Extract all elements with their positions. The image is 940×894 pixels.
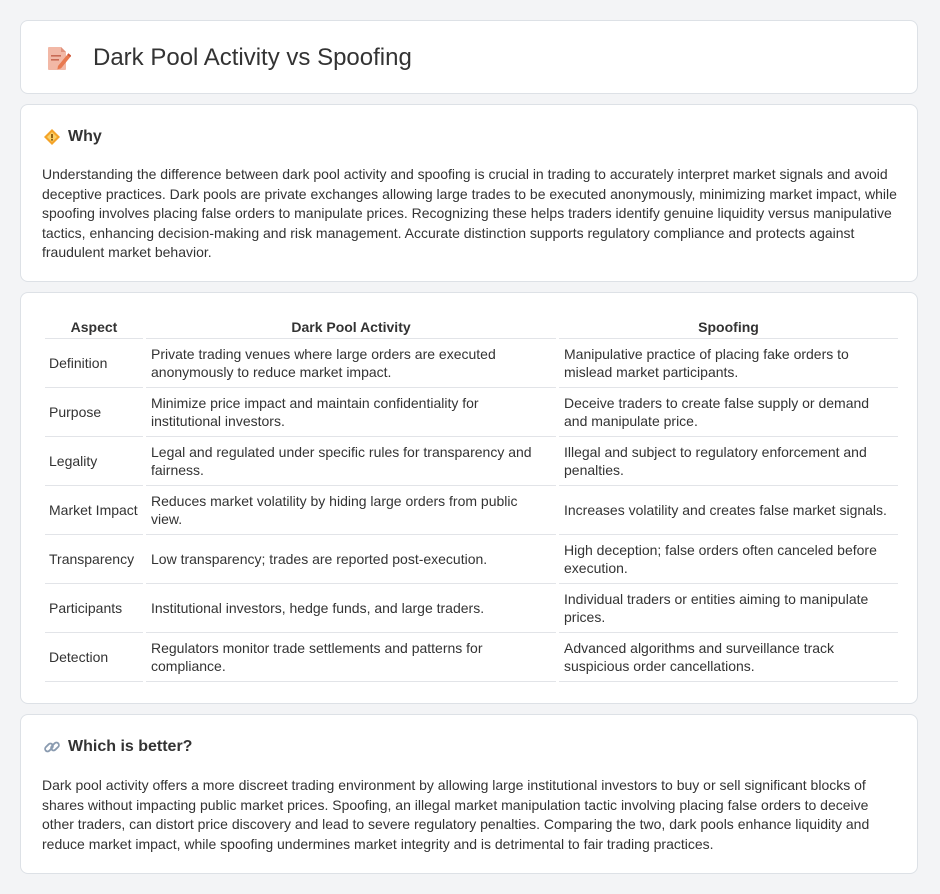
dark-pool-cell: Reduces market volatility by hiding large orders from public view. — [146, 486, 556, 535]
comparison-card — [20, 292, 918, 704]
aspect-cell: Detection — [45, 633, 143, 682]
which-is-better-section — [20, 714, 918, 874]
table-row — [45, 339, 898, 388]
dark-pool-cell: Institutional investors, hedge funds, and large traders. — [146, 584, 556, 633]
aspect-cell: Transparency — [45, 535, 143, 584]
header-card — [20, 20, 918, 94]
better-heading — [43, 737, 192, 757]
why-heading — [43, 127, 102, 147]
table-row — [45, 633, 898, 682]
why-section — [20, 104, 918, 282]
table-row — [45, 535, 898, 584]
column-header-dark-pool: Dark Pool Activity — [146, 315, 556, 339]
comparison-table — [42, 315, 901, 682]
aspect-cell: Purpose — [45, 388, 143, 437]
table-row — [45, 437, 898, 486]
diamond-warning-icon — [43, 128, 61, 146]
dark-pool-cell: Private trading venues where large orders are executed anonymously to reduce market impact. — [146, 339, 556, 388]
why-title: Why — [68, 128, 102, 145]
spoofing-cell: Manipulative practice of placing fake orders to mislead market participants. — [559, 339, 898, 388]
spoofing-cell: Individual traders or entities aiming to manipulate prices. — [559, 584, 898, 633]
table-row — [45, 388, 898, 437]
aspect-cell: Legality — [45, 437, 143, 486]
aspect-cell: Definition — [45, 339, 143, 388]
dark-pool-cell: Regulators monitor trade settlements and patterns for compliance. — [146, 633, 556, 682]
header — [45, 41, 412, 75]
dark-pool-cell: Legal and regulated under specific rules for transparency and fairness. — [146, 437, 556, 486]
document-pencil-icon — [45, 44, 71, 72]
link-icon — [43, 738, 61, 756]
spoofing-cell: Increases volatility and creates false market signals. — [559, 486, 898, 535]
spoofing-cell: Deceive traders to create false supply or demand and manipulate price. — [559, 388, 898, 437]
table-row — [45, 584, 898, 633]
spoofing-cell: Advanced algorithms and surveillance track suspicious order cancellations. — [559, 633, 898, 682]
spoofing-cell: High deception; false orders often canceled before execution. — [559, 535, 898, 584]
column-header-aspect: Aspect — [45, 315, 143, 339]
spoofing-cell: Illegal and subject to regulatory enforcement and penalties. — [559, 437, 898, 486]
dark-pool-cell: Minimize price impact and maintain confidentiality for institutional investors. — [146, 388, 556, 437]
aspect-cell: Market Impact — [45, 486, 143, 535]
column-header-spoofing: Spoofing — [559, 315, 898, 339]
better-text: Dark pool activity offers a more discreet trading environment by allowing large institutional investors to buy or sell significant blocks of shares without impacting public market prices. Spoofing, an illegal market manipulation tactic involving placing false orders to deceive other traders, can distort price discovery and lead to severe regulatory penalties. Comparing the two, dark pools enhance liquidity and reduce market impact, while spoofing undermines market integrity and is detrimental to fair trading practices. — [42, 777, 870, 852]
dark-pool-cell: Low transparency; trades are reported post-execution. — [146, 535, 556, 584]
why-text: Understanding the difference between dark pool activity and spoofing is crucial in trading to accurately interpret market signals and avoid deceptive practices. Dark pools are private exchanges allowing large trades to be executed anonymously, minimizing market impact, while spoofing involves placing false orders to manipulate prices. Recognizing these helps traders identify genuine liquidity versus manipulative tactics, enhancing decision-making and risk management. Accurate distinction supports regulatory compliance and protects against fraudulent market behavior. — [42, 166, 897, 261]
table-row — [45, 486, 898, 535]
better-title: Which is better? — [68, 738, 193, 755]
table-header-row — [45, 315, 898, 339]
aspect-cell: Participants — [45, 584, 143, 633]
page-title: Dark Pool Activity vs Spoofing — [93, 44, 412, 71]
